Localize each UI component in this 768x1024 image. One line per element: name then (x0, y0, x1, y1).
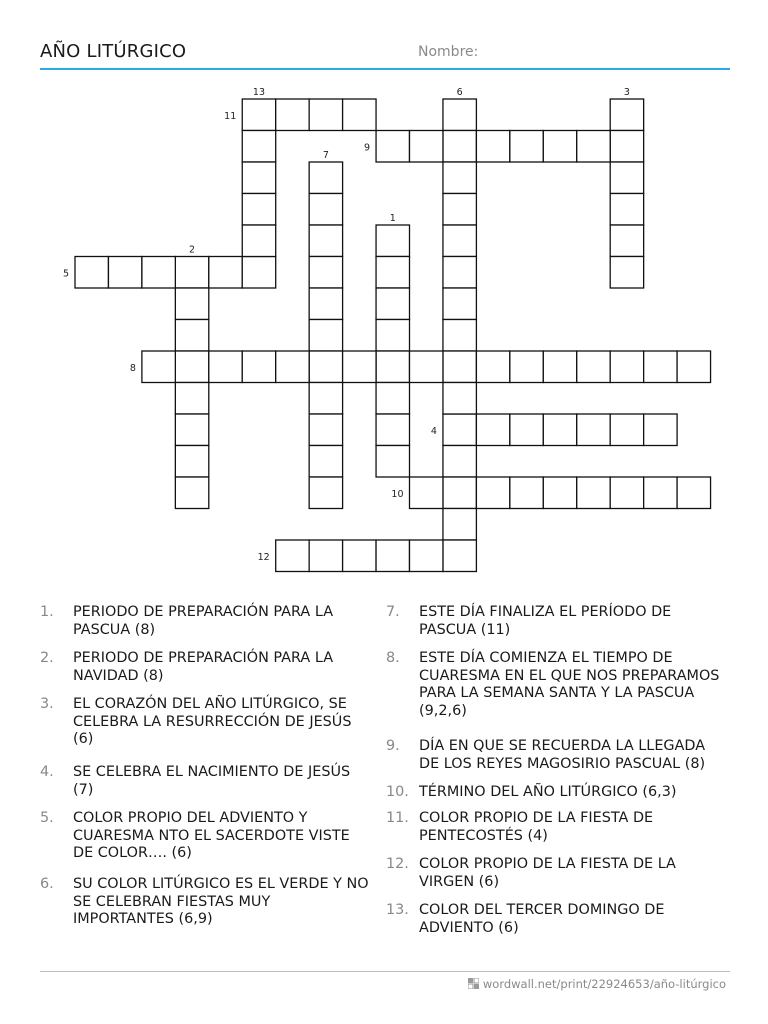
crossword-cell[interactable] (376, 446, 409, 478)
clue-number: 8. (386, 650, 400, 666)
name-label: Nombre: (418, 44, 479, 60)
crossword-cell[interactable] (644, 351, 677, 383)
page-title: AÑO LITÚRGICO (40, 41, 187, 62)
crossword-cell[interactable] (376, 414, 409, 446)
clue-item (40, 810, 370, 863)
crossword-cell[interactable] (242, 257, 275, 289)
crossword-cell[interactable] (343, 351, 376, 383)
crossword-cell[interactable] (242, 162, 275, 194)
crossword-cell[interactable] (476, 131, 509, 163)
clue-number: 10. (386, 784, 409, 800)
crossword-cell[interactable] (108, 257, 141, 289)
crossword-cell[interactable] (577, 414, 610, 446)
crossword-cell[interactable] (610, 257, 643, 289)
clue-text: COLOR PROPIO DE LA FIESTA DE PENTECOSTÉS (4) (419, 810, 654, 844)
crossword-cell[interactable] (443, 257, 476, 289)
crossword-cell[interactable] (610, 131, 643, 163)
clue-number-label: 12 (257, 551, 270, 563)
crossword-cell[interactable] (242, 194, 275, 226)
crossword-cell[interactable] (610, 351, 643, 383)
crossword-cell[interactable] (309, 446, 342, 478)
clue-number-label: 5 (62, 268, 69, 280)
clue-item (386, 784, 726, 802)
crossword-cell[interactable] (543, 477, 576, 509)
crossword-cell[interactable] (376, 288, 409, 320)
clue-item (386, 856, 726, 891)
crossword-cell[interactable] (309, 383, 342, 415)
clue-text: COLOR DEL TERCER DOMINGO DE ADVIENTO (6) (419, 902, 665, 936)
crossword-cell[interactable] (309, 257, 342, 289)
clue-number-label: 9 (364, 142, 371, 154)
crossword-cell[interactable] (410, 477, 443, 509)
crossword-cell[interactable] (677, 351, 710, 383)
footer-divider (40, 971, 730, 972)
footer (468, 977, 726, 991)
crossword-cell[interactable] (610, 162, 643, 194)
crossword-cell[interactable] (142, 257, 175, 289)
crossword-cell[interactable] (142, 351, 175, 383)
crossword-cell[interactable] (543, 351, 576, 383)
clue-text: TÉRMINO DEL AÑO LITÚRGICO (6,3) (419, 784, 677, 800)
clue-number-label: 7 (322, 150, 329, 161)
clue-number-label: 3 (623, 87, 630, 98)
crossword-cell[interactable] (309, 477, 342, 509)
clue-text: PERIODO DE PREPARACIÓN PARA LA NAVIDAD (8) (73, 650, 334, 684)
crossword-cell[interactable] (309, 194, 342, 226)
crossword-cell[interactable] (309, 414, 342, 446)
clue-number-label: 6 (456, 87, 463, 98)
crossword-cell[interactable] (242, 351, 275, 383)
crossword-cell[interactable] (443, 131, 476, 163)
clue-item (40, 604, 370, 639)
crossword-cell[interactable] (376, 131, 409, 163)
crossword-cell[interactable] (443, 225, 476, 257)
crossword-cell[interactable] (376, 225, 409, 257)
clue-text: SU COLOR LITÚRGICO ES EL VERDE Y NO SE CELEBRAN FIESTAS MUY IMPORTANTES (6,9) (73, 876, 369, 927)
crossword-cell[interactable] (410, 131, 443, 163)
crossword-cell[interactable] (175, 320, 208, 352)
crossword-cell[interactable] (309, 99, 342, 131)
crossword-cell[interactable] (276, 540, 309, 572)
crossword-cell[interactable] (376, 320, 409, 352)
clue-text: COLOR PROPIO DE LA FIESTA DE LA VIRGEN (6) (419, 856, 676, 890)
crossword-cell[interactable] (577, 351, 610, 383)
crossword-cell[interactable] (443, 194, 476, 226)
crossword-cell[interactable] (209, 351, 242, 383)
crossword-cell[interactable] (376, 351, 409, 383)
crossword-cell[interactable] (543, 131, 576, 163)
crossword-cell[interactable] (476, 477, 509, 509)
crossword-cell[interactable] (175, 414, 208, 446)
clue-number: 9. (386, 738, 400, 754)
crossword-cell[interactable] (175, 351, 208, 383)
crossword-cell[interactable] (276, 351, 309, 383)
crossword-cell[interactable] (677, 477, 710, 509)
clue-number: 1. (40, 604, 54, 620)
wordwall-logo-icon (468, 978, 479, 989)
clue-number: 12. (386, 856, 409, 872)
clue-text: DÍA EN QUE SE RECUERDA LA LLEGADA DE LOS REYES MAGOSIRIO PASCUAL (8) (419, 738, 706, 772)
crossword-cell[interactable] (610, 477, 643, 509)
crossword-cell[interactable] (443, 414, 476, 446)
crossword-cell[interactable] (476, 351, 509, 383)
clue-text: PERIODO DE PREPARACIÓN PARA LA PASCUA (8) (73, 604, 334, 638)
crossword-cell[interactable] (242, 99, 275, 131)
clue-number: 11. (386, 810, 409, 826)
crossword-cell[interactable] (309, 288, 342, 320)
crossword-cell[interactable] (343, 99, 376, 131)
clue-item (386, 902, 726, 937)
crossword-cell[interactable] (610, 194, 643, 226)
crossword-cell[interactable] (175, 288, 208, 320)
clue-item (386, 738, 726, 773)
crossword-cell[interactable] (242, 131, 275, 163)
crossword-cell[interactable] (175, 257, 208, 289)
clue-number-label: 1 (389, 213, 396, 224)
crossword-cell[interactable] (443, 162, 476, 194)
crossword-cell[interactable] (376, 383, 409, 415)
clue-text: SE CELEBRA EL NACIMIENTO DE JESÚS (7) (73, 764, 351, 798)
clue-number: 13. (386, 902, 409, 918)
clue-item (40, 696, 370, 749)
clue-item (386, 650, 726, 720)
crossword-cell[interactable] (410, 351, 443, 383)
crossword-cell[interactable] (309, 225, 342, 257)
crossword-cell[interactable] (309, 162, 342, 194)
crossword-cell[interactable] (75, 257, 108, 289)
clue-item (386, 810, 726, 845)
crossword-cell[interactable] (443, 351, 476, 383)
clue-text: EL CORAZÓN DEL AÑO LITÚRGICO, SE CELEBRA LA RESURRECCIÓN DE JESÚS (6) (73, 696, 352, 747)
crossword-cell[interactable] (309, 320, 342, 352)
clue-item (40, 876, 370, 929)
clue-number-label: 8 (129, 362, 136, 374)
clue-number: 4. (40, 764, 54, 780)
clue-number: 7. (386, 604, 400, 620)
crossword-cell[interactable] (610, 225, 643, 257)
footer-url[interactable]: wordwall.net/print/22924653/año-litúrgico (482, 977, 726, 991)
crossword-cell[interactable] (443, 288, 476, 320)
clue-number-label: 11 (224, 110, 237, 122)
clue-number-label: 10 (391, 488, 404, 500)
clue-number: 5. (40, 810, 54, 826)
crossword-cell[interactable] (443, 99, 476, 131)
crossword-cell[interactable] (443, 446, 476, 478)
crossword-cell[interactable] (510, 477, 543, 509)
crossword-cell[interactable] (610, 99, 643, 131)
crossword-cell[interactable] (476, 414, 509, 446)
crossword-cell[interactable] (276, 99, 309, 131)
crossword-cell[interactable] (510, 414, 543, 446)
clue-number-label: 4 (430, 425, 437, 437)
clue-number: 3. (40, 696, 54, 712)
crossword-cell[interactable] (175, 383, 208, 415)
crossword-cell[interactable] (443, 383, 476, 415)
crossword-cell[interactable] (309, 351, 342, 383)
crossword-cell[interactable] (309, 540, 342, 572)
clue-number-label: 13 (252, 87, 266, 98)
crossword-cell[interactable] (510, 131, 543, 163)
crossword-cell[interactable] (577, 477, 610, 509)
crossword-cell[interactable] (443, 509, 476, 541)
crossword-cell[interactable] (543, 414, 576, 446)
crossword-cell[interactable] (410, 540, 443, 572)
clue-item (386, 604, 726, 639)
crossword-cell[interactable] (510, 351, 543, 383)
crossword-cell[interactable] (610, 414, 643, 446)
clue-text: ESTE DÍA COMIENZA EL TIEMPO DE CUARESMA EN EL QUE NOS PREPARAMOS PARA LA SEMANA SANTA Y LA PASCUA (9,2,6) (419, 650, 720, 719)
crossword-cell[interactable] (443, 540, 476, 572)
clue-item (40, 650, 370, 685)
crossword-cell[interactable] (443, 320, 476, 352)
crossword-cell[interactable] (577, 131, 610, 163)
crossword-cell[interactable] (443, 477, 476, 509)
clue-item (40, 764, 370, 799)
crossword-cell[interactable] (644, 477, 677, 509)
crossword-cell[interactable] (644, 414, 677, 446)
crossword-cell[interactable] (175, 477, 208, 509)
clue-text: ESTE DÍA FINALIZA EL PERÍODO DE PASCUA (11) (419, 604, 672, 638)
crossword-cell[interactable] (376, 257, 409, 289)
crossword-cell[interactable] (175, 446, 208, 478)
clue-number: 6. (40, 876, 54, 892)
crossword-cell[interactable] (242, 225, 275, 257)
clue-number-label: 2 (189, 244, 196, 256)
clue-number: 2. (40, 650, 54, 666)
clue-text: COLOR PROPIO DEL ADVIENTO Y CUARESMA NTO EL SACERDOTE VISTE DE COLOR…. (6) (73, 810, 350, 861)
crossword-cell[interactable] (343, 540, 376, 572)
crossword-cell[interactable] (376, 540, 409, 572)
crossword-cell[interactable] (209, 257, 242, 289)
